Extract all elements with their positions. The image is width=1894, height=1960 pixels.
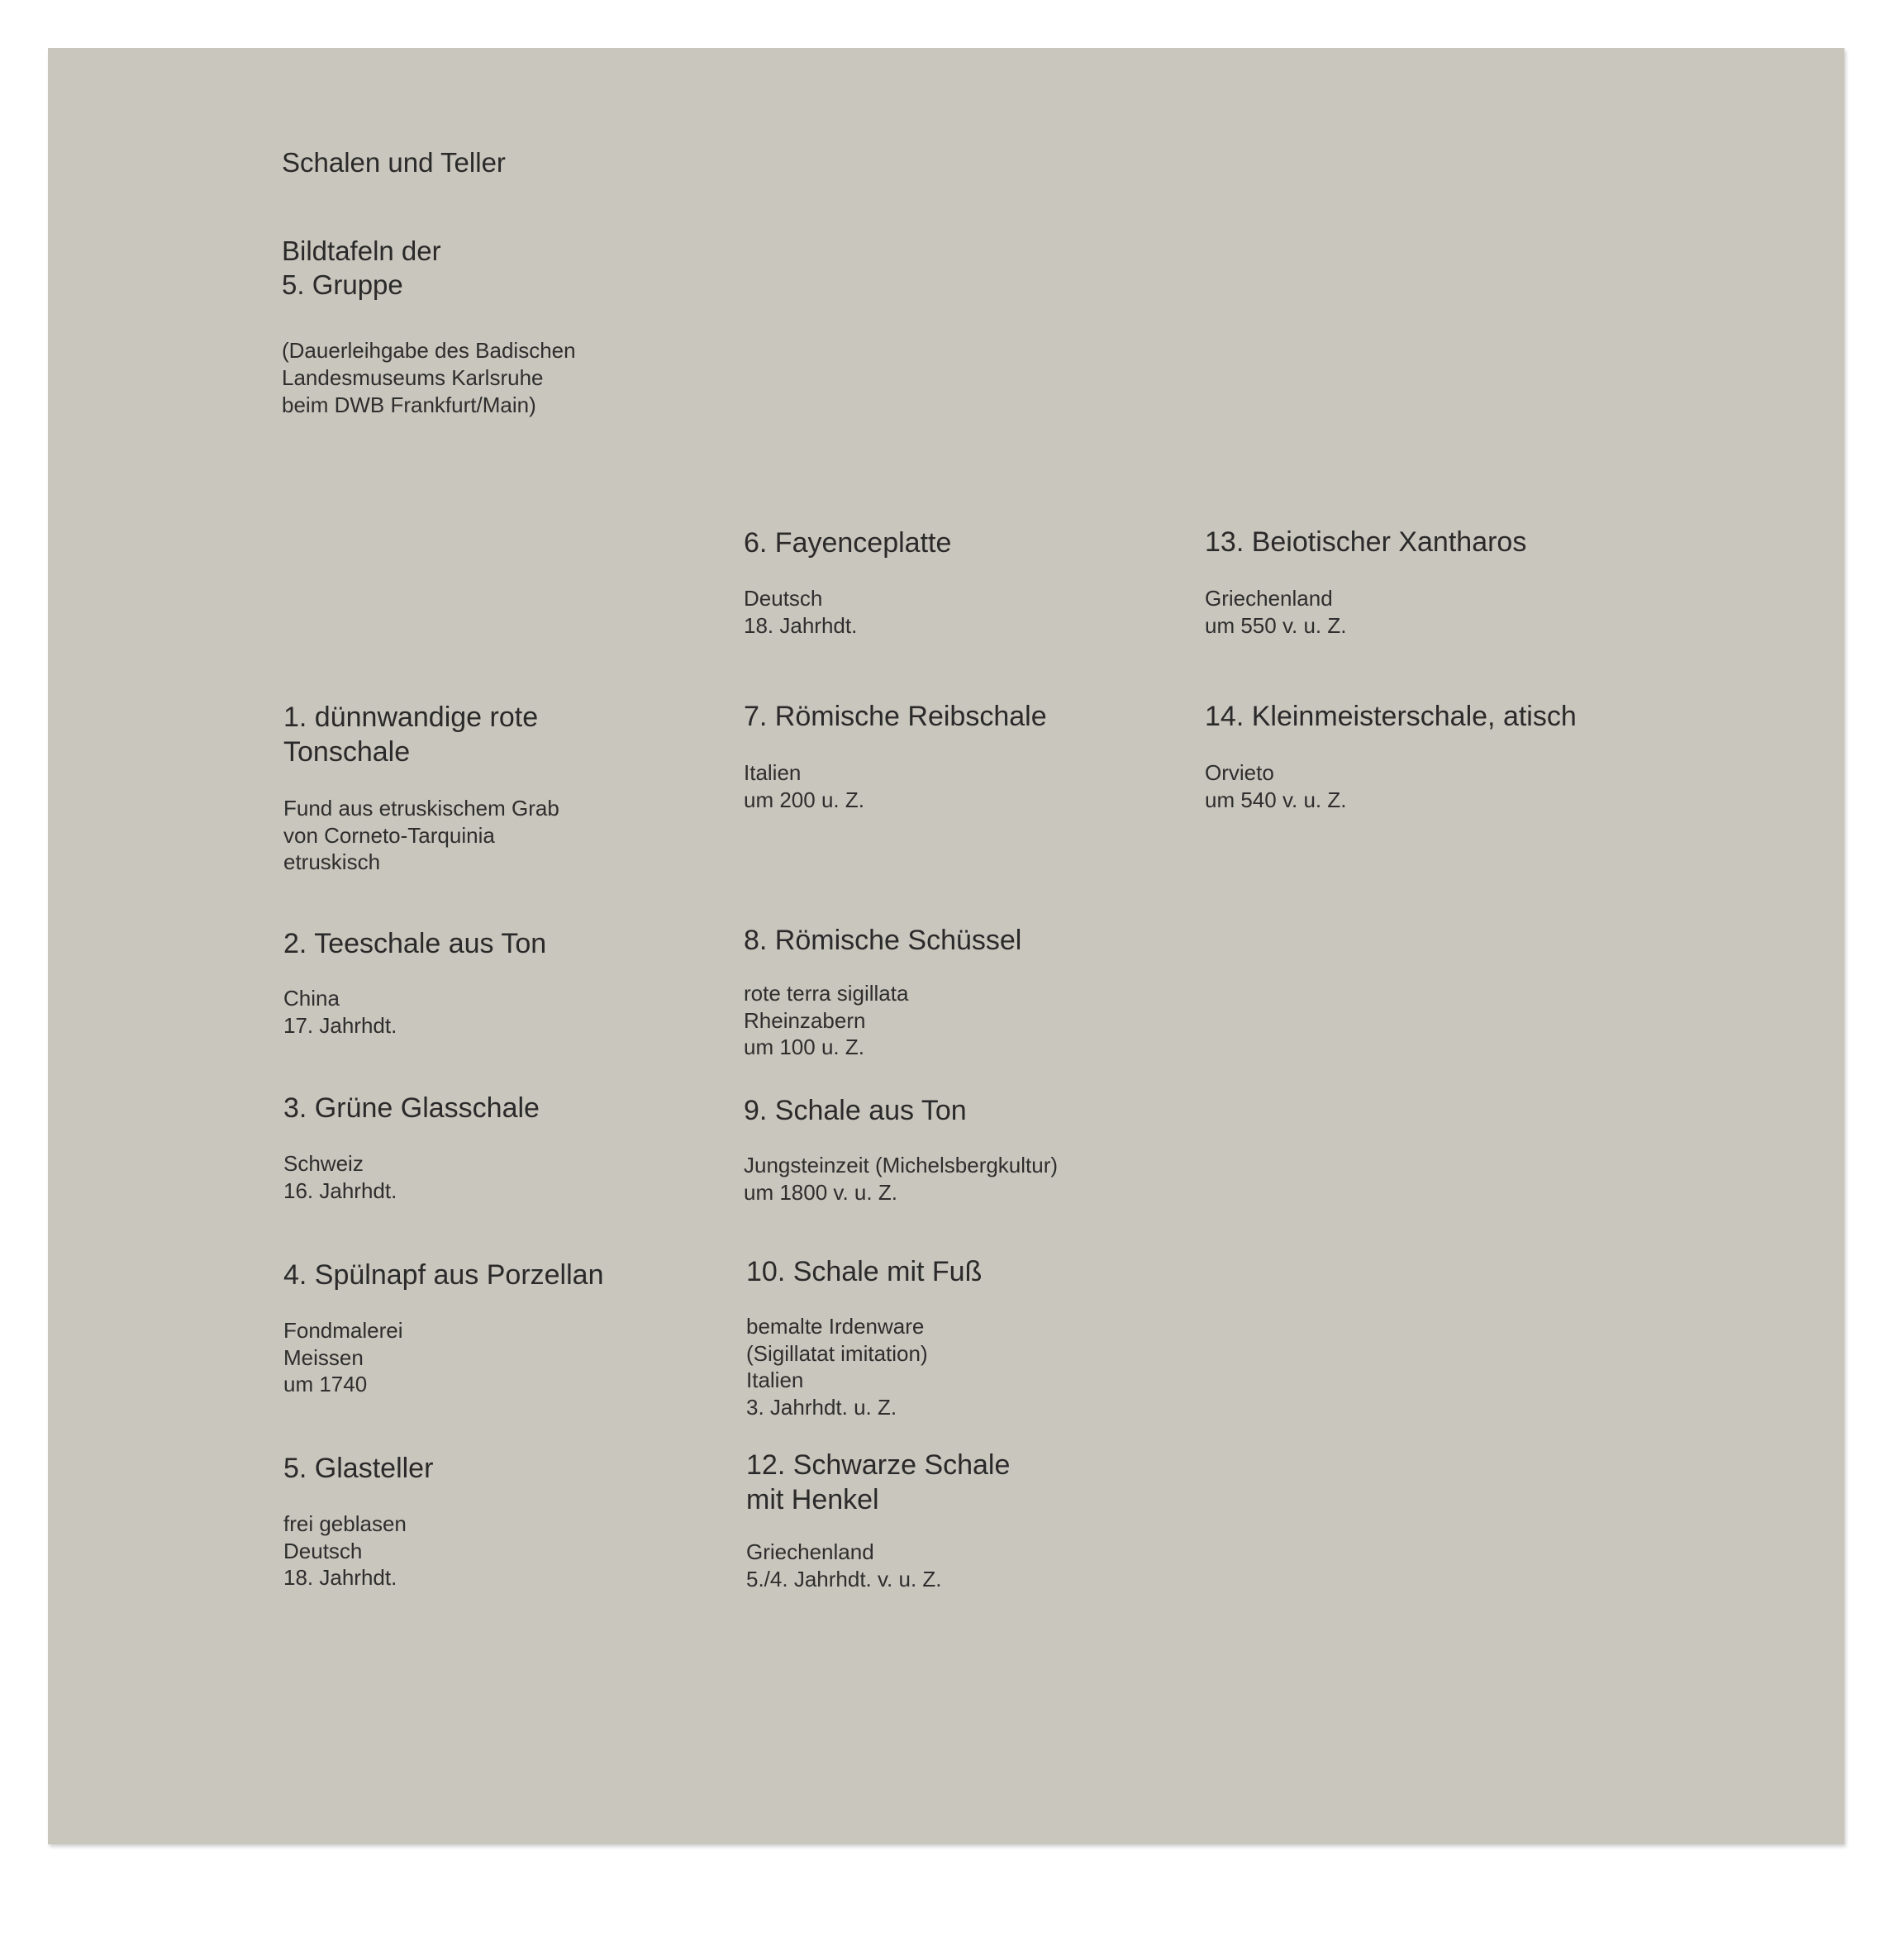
item-1-title: 1. dünnwandige rote Tonschale: [283, 702, 539, 768]
item-14-desc: Orvieto um 540 v. u. Z.: [1205, 760, 1347, 812]
item-7-title: 7. Römische Reibschale: [744, 701, 1047, 732]
item-8-desc: rote terra sigillata Rheinzabern um 100 u. Z.: [744, 981, 909, 1059]
item-5-desc: frei geblasen Deutsch 18. Jahrhdt.: [283, 1511, 407, 1590]
item-12-title: 12. Schwarze Schale mit Henkel: [746, 1449, 1011, 1515]
item-13-desc: Griechenland um 550 v. u. Z.: [1205, 586, 1347, 638]
item-10-title: 10. Schale mit Fuß: [746, 1256, 983, 1287]
item-2-title: 2. Teeschale aus Ton: [283, 928, 547, 959]
page-subtitle: Bildtafeln der 5. Gruppe: [282, 235, 441, 300]
item-4-title: 4. Spülnapf aus Porzellan: [283, 1259, 604, 1291]
item-14-title: 14. Kleinmeisterschale, atisch: [1205, 701, 1577, 732]
page-title: Schalen und Teller: [282, 147, 506, 178]
item-7-desc: Italien um 200 u. Z.: [744, 760, 864, 812]
item-6-title: 6. Fayenceplatte: [744, 527, 952, 559]
item-3-title: 3. Grüne Glasschale: [283, 1092, 540, 1124]
item-9-desc: Jungsteinzeit (Michelsbergkultur) um 1800 v. u. Z.: [744, 1153, 1059, 1205]
loan-note: (Dauerleihgabe des Badischen Landesmuseums Karlsruhe beim DWB Frankfurt/Main): [282, 338, 576, 417]
item-6-desc: Deutsch 18. Jahrhdt.: [744, 586, 858, 638]
item-8-title: 8. Römische Schüssel: [744, 925, 1022, 956]
item-12-desc: Griechenland 5./4. Jahrhdt. v. u. Z.: [746, 1539, 942, 1591]
item-5-title: 5. Glasteller: [283, 1453, 434, 1484]
item-2-desc: China 17. Jahrhdt.: [283, 986, 397, 1038]
item-10-desc: bemalte Irdenware (Sigillatat imitation) Italien 3. Jahrhdt. u. Z.: [746, 1314, 928, 1420]
item-4-desc: Fondmalerei Meissen um 1740: [283, 1318, 403, 1396]
item-1-desc: Fund aus etruskischem Grab von Corneto-Tarquinia etruskisch: [283, 796, 559, 874]
item-9-title: 9. Schale aus Ton: [744, 1095, 967, 1126]
item-3-desc: Schweiz 16. Jahrhdt.: [283, 1151, 397, 1203]
item-13-title: 13. Beiotischer Xantharos: [1205, 526, 1527, 558]
